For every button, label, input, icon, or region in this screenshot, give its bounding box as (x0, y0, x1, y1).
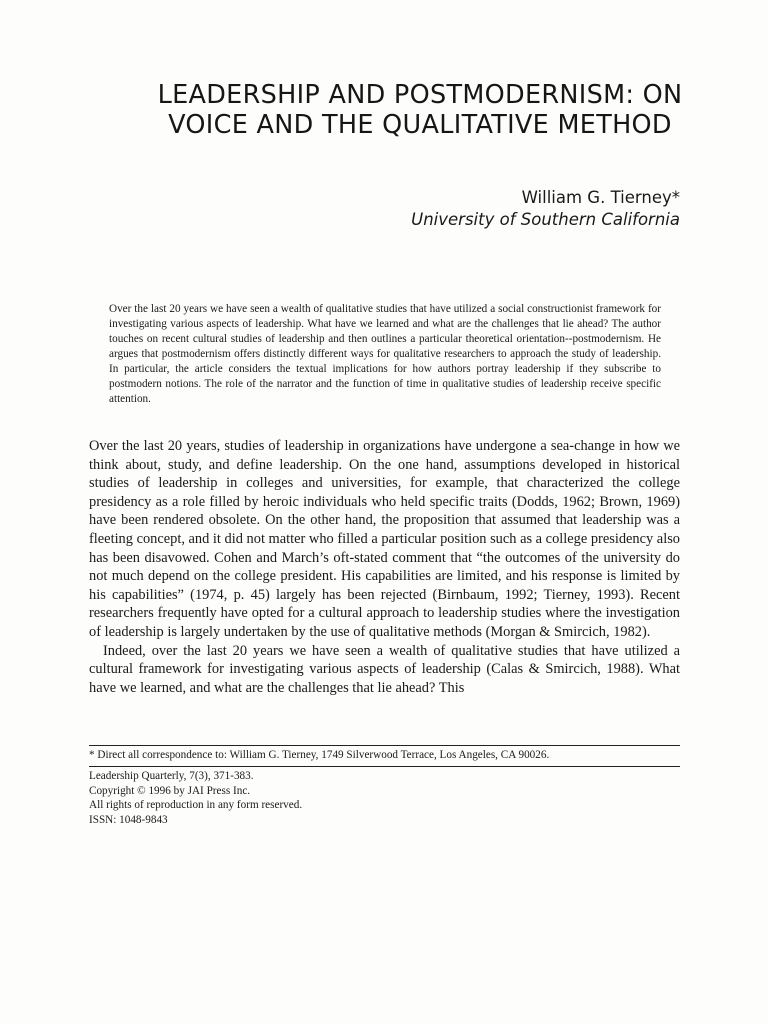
body-text (89, 437, 680, 697)
abstract: Over the last 20 years we have seen a wealth of qualitative studies that have utilized a social constructionist framework for investigating various aspects of leadership. What have we learned and what are the challenges that lie ahead? The author touches on recent cultural studies of leadership and then outlines a particular theoretical orientation--postmodernism. He argues that postmodernism offers distinctly different ways for qualitative researchers to approach the study of leadership. In particular, the article considers the textual implications for how authors portray leadership if they subscribe to postmodern notions. The role of the narrator and the function of time in qualitative studies of leadership receive specific attention. (109, 303, 661, 405)
correspondence-footnote: * Direct all correspondence to: William G. Tierney, 1749 Silverwood Terrace, Los Angeles, CA 90026. (89, 749, 550, 761)
paper-title-line-1: LEADERSHIP AND POSTMODERNISM: ON (157, 80, 683, 110)
copyright-line: Copyright © 1996 by JAI Press Inc. (89, 784, 251, 797)
paper-title-line-2: VOICE AND THE QUALITATIVE METHOD (168, 110, 672, 140)
issn-line: ISSN: 1048-9843 (89, 813, 168, 826)
footnote-rule-top (89, 745, 680, 746)
journal-citation: Leadership Quarterly, 7(3), 371-383. (89, 770, 254, 782)
author-name: William G. Tierney* (521, 188, 680, 207)
footnote-rule-bottom (89, 766, 680, 767)
rights-line: All rights of reproduction in any form reserved. (89, 799, 303, 811)
paper-title (60, 80, 768, 140)
publication-info (89, 769, 302, 827)
body-paragraph-2: Indeed, over the last 20 years we have seen a wealth of qualitative studies that have utilized a cultural framework for investigating various aspects of leadership (Calas & Smircich, 1988). What have we learned, and what are the challenges that lie ahead? This (89, 642, 680, 696)
body-paragraph-1: Over the last 20 years, studies of leadership in organizations have undergone a sea-change in how we think about, study, and define leadership. On the one hand, assumptions developed in historical studies of leadership in colleges and universities, for example, that characterized the college presidency as a role filled by heroic individuals who held specific traits (Dodds, 1962; Brown, 1969) have been rendered obsolete. On the other hand, the proposition that assumed that leadership was a fleeting concept, and it did not matter who filled a particular position such as a college presidency also has been disavowed. Cohen and March’s oft-stated comment that “the outcomes of the university do not much depend on the college president. His capabilities are limited, and his response is limited by his capabilities” (1974, p. 45) largely has been rejected (Birnbaum, 1992; Tierney, 1993). Recent researchers frequently have opted for a cultural approach to leadership studies where the investigation of leadership is largely undertaken by the use of qualitative methods (Morgan & Smircich, 1982). (89, 438, 680, 640)
author-affiliation: University of Southern California (411, 210, 680, 229)
author-block (411, 187, 680, 231)
